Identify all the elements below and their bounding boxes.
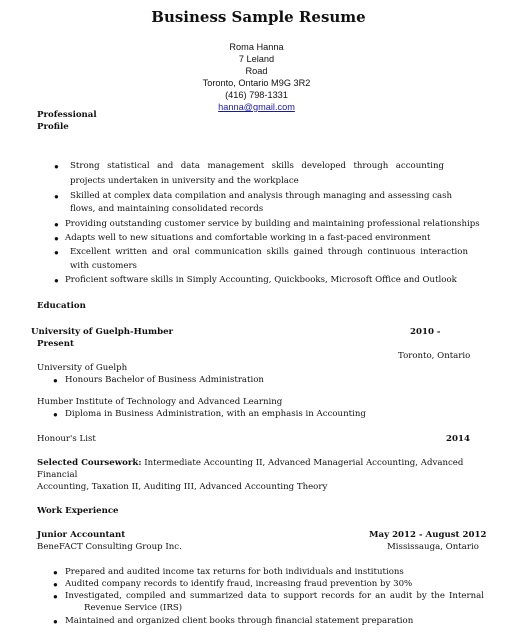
contact-street1: 7 Leland	[238, 54, 275, 64]
bullet-icon: ●	[54, 220, 59, 229]
job1-duty-3-line2: Revenue Service (IRS)	[84, 603, 183, 613]
contact-phone: (416) 798-1331	[225, 90, 288, 100]
job1-title: Junior Accountant	[37, 530, 126, 540]
contact-name: Roma Hanna	[229, 42, 284, 52]
bullet-icon: ●	[53, 592, 58, 601]
job1-duty-2: Audited company records to identify fraud, increasing fraud prevention by 30%	[65, 579, 413, 589]
bullet-icon: ●	[54, 234, 59, 243]
profile-item-1-line1: Strong statistical and data management skills developed through accounting	[70, 161, 444, 171]
profile-item-3-line1: Providing outstanding customer service by building and maintaining professional relationships	[65, 219, 480, 229]
school1-present: Present	[37, 339, 74, 349]
coursework-line2: Financial	[37, 470, 78, 480]
profile-heading-line2: Profile	[37, 122, 69, 132]
profile-item-1-line2: projects undertaken in university and the workplace	[70, 176, 299, 186]
school1-dates: 2010 -	[410, 327, 441, 337]
coursework-line1	[37, 458, 463, 469]
bullet-icon: ●	[54, 276, 59, 285]
bullet-icon: ●	[54, 248, 59, 257]
school2-degree: Diploma in Business Administration, with an emphasis in Accounting	[65, 409, 366, 419]
school1-sub: University of Guelph	[37, 363, 128, 373]
job1-duty-1: Prepared and audited income tax returns for both individuals and institutions	[65, 567, 404, 577]
job1-company: BeneFACT Consulting Group Inc.	[37, 542, 182, 552]
school1-location: Toronto, Ontario	[398, 351, 471, 361]
contact-city: Toronto, Ontario M9G 3R2	[202, 78, 311, 88]
profile-item-2-line1: Skilled at complex data compilation and analysis through managing and assessing cash	[70, 191, 453, 201]
profile-item-5-line1: Excellent written and oral communication skills gained through continuous interaction	[70, 247, 468, 257]
coursework-text: Intermediate Accounting II, Advanced Managerial Accounting, Advanced	[141, 458, 464, 468]
work-heading: Work Experience	[37, 506, 119, 516]
bullet-icon: ●	[53, 617, 58, 626]
honours-label: Honour's List	[37, 434, 96, 444]
coursework-label: Selected Coursework:	[37, 458, 142, 468]
bullet-icon: ●	[53, 410, 58, 419]
coursework-line3: Accounting, Taxation II, Auditing III, Advanced Accounting Theory	[37, 482, 328, 492]
profile-item-2-line2: flows, and maintaining consolidated records	[70, 204, 264, 214]
profile-item-4-line1: Adapts well to new situations and comfortable working in a fast-paced environment	[65, 233, 431, 243]
bullet-icon: ●	[54, 162, 59, 171]
profile-heading-line1: Professional	[37, 110, 97, 120]
school1-name: University of Guelph-Humber	[31, 327, 174, 337]
honours-year: 2014	[446, 434, 470, 444]
profile-item-5-line2: with customers	[70, 261, 137, 271]
job1-duty-4: Maintained and organized client books through financial statement preparation	[65, 616, 414, 626]
school2-name: Humber Institute of Technology and Advanced Learning	[37, 397, 283, 407]
job1-dates: May 2012 - August 2012	[369, 530, 487, 540]
contact-email-link[interactable]: hanna@gmail.com	[218, 102, 295, 112]
bullet-icon: ●	[54, 192, 59, 201]
school1-degree: Honours Bachelor of Business Administration	[65, 375, 264, 385]
bullet-icon: ●	[53, 568, 58, 577]
contact-street2: Road	[245, 66, 268, 76]
bullet-icon: ●	[53, 580, 58, 589]
job1-duty-3-line1: Investigated, compiled and summarized data to support records for an audit by the Internal	[65, 591, 484, 601]
resume-title: Business Sample Resume	[151, 8, 366, 26]
bullet-icon: ●	[53, 376, 58, 385]
job1-location: Mississauga, Ontario	[387, 542, 479, 552]
profile-item-6-line1: Proficient software skills in Simply Accounting, Quickbooks, Microsoft Office and Outlook	[65, 275, 457, 285]
education-heading: Education	[37, 301, 86, 311]
